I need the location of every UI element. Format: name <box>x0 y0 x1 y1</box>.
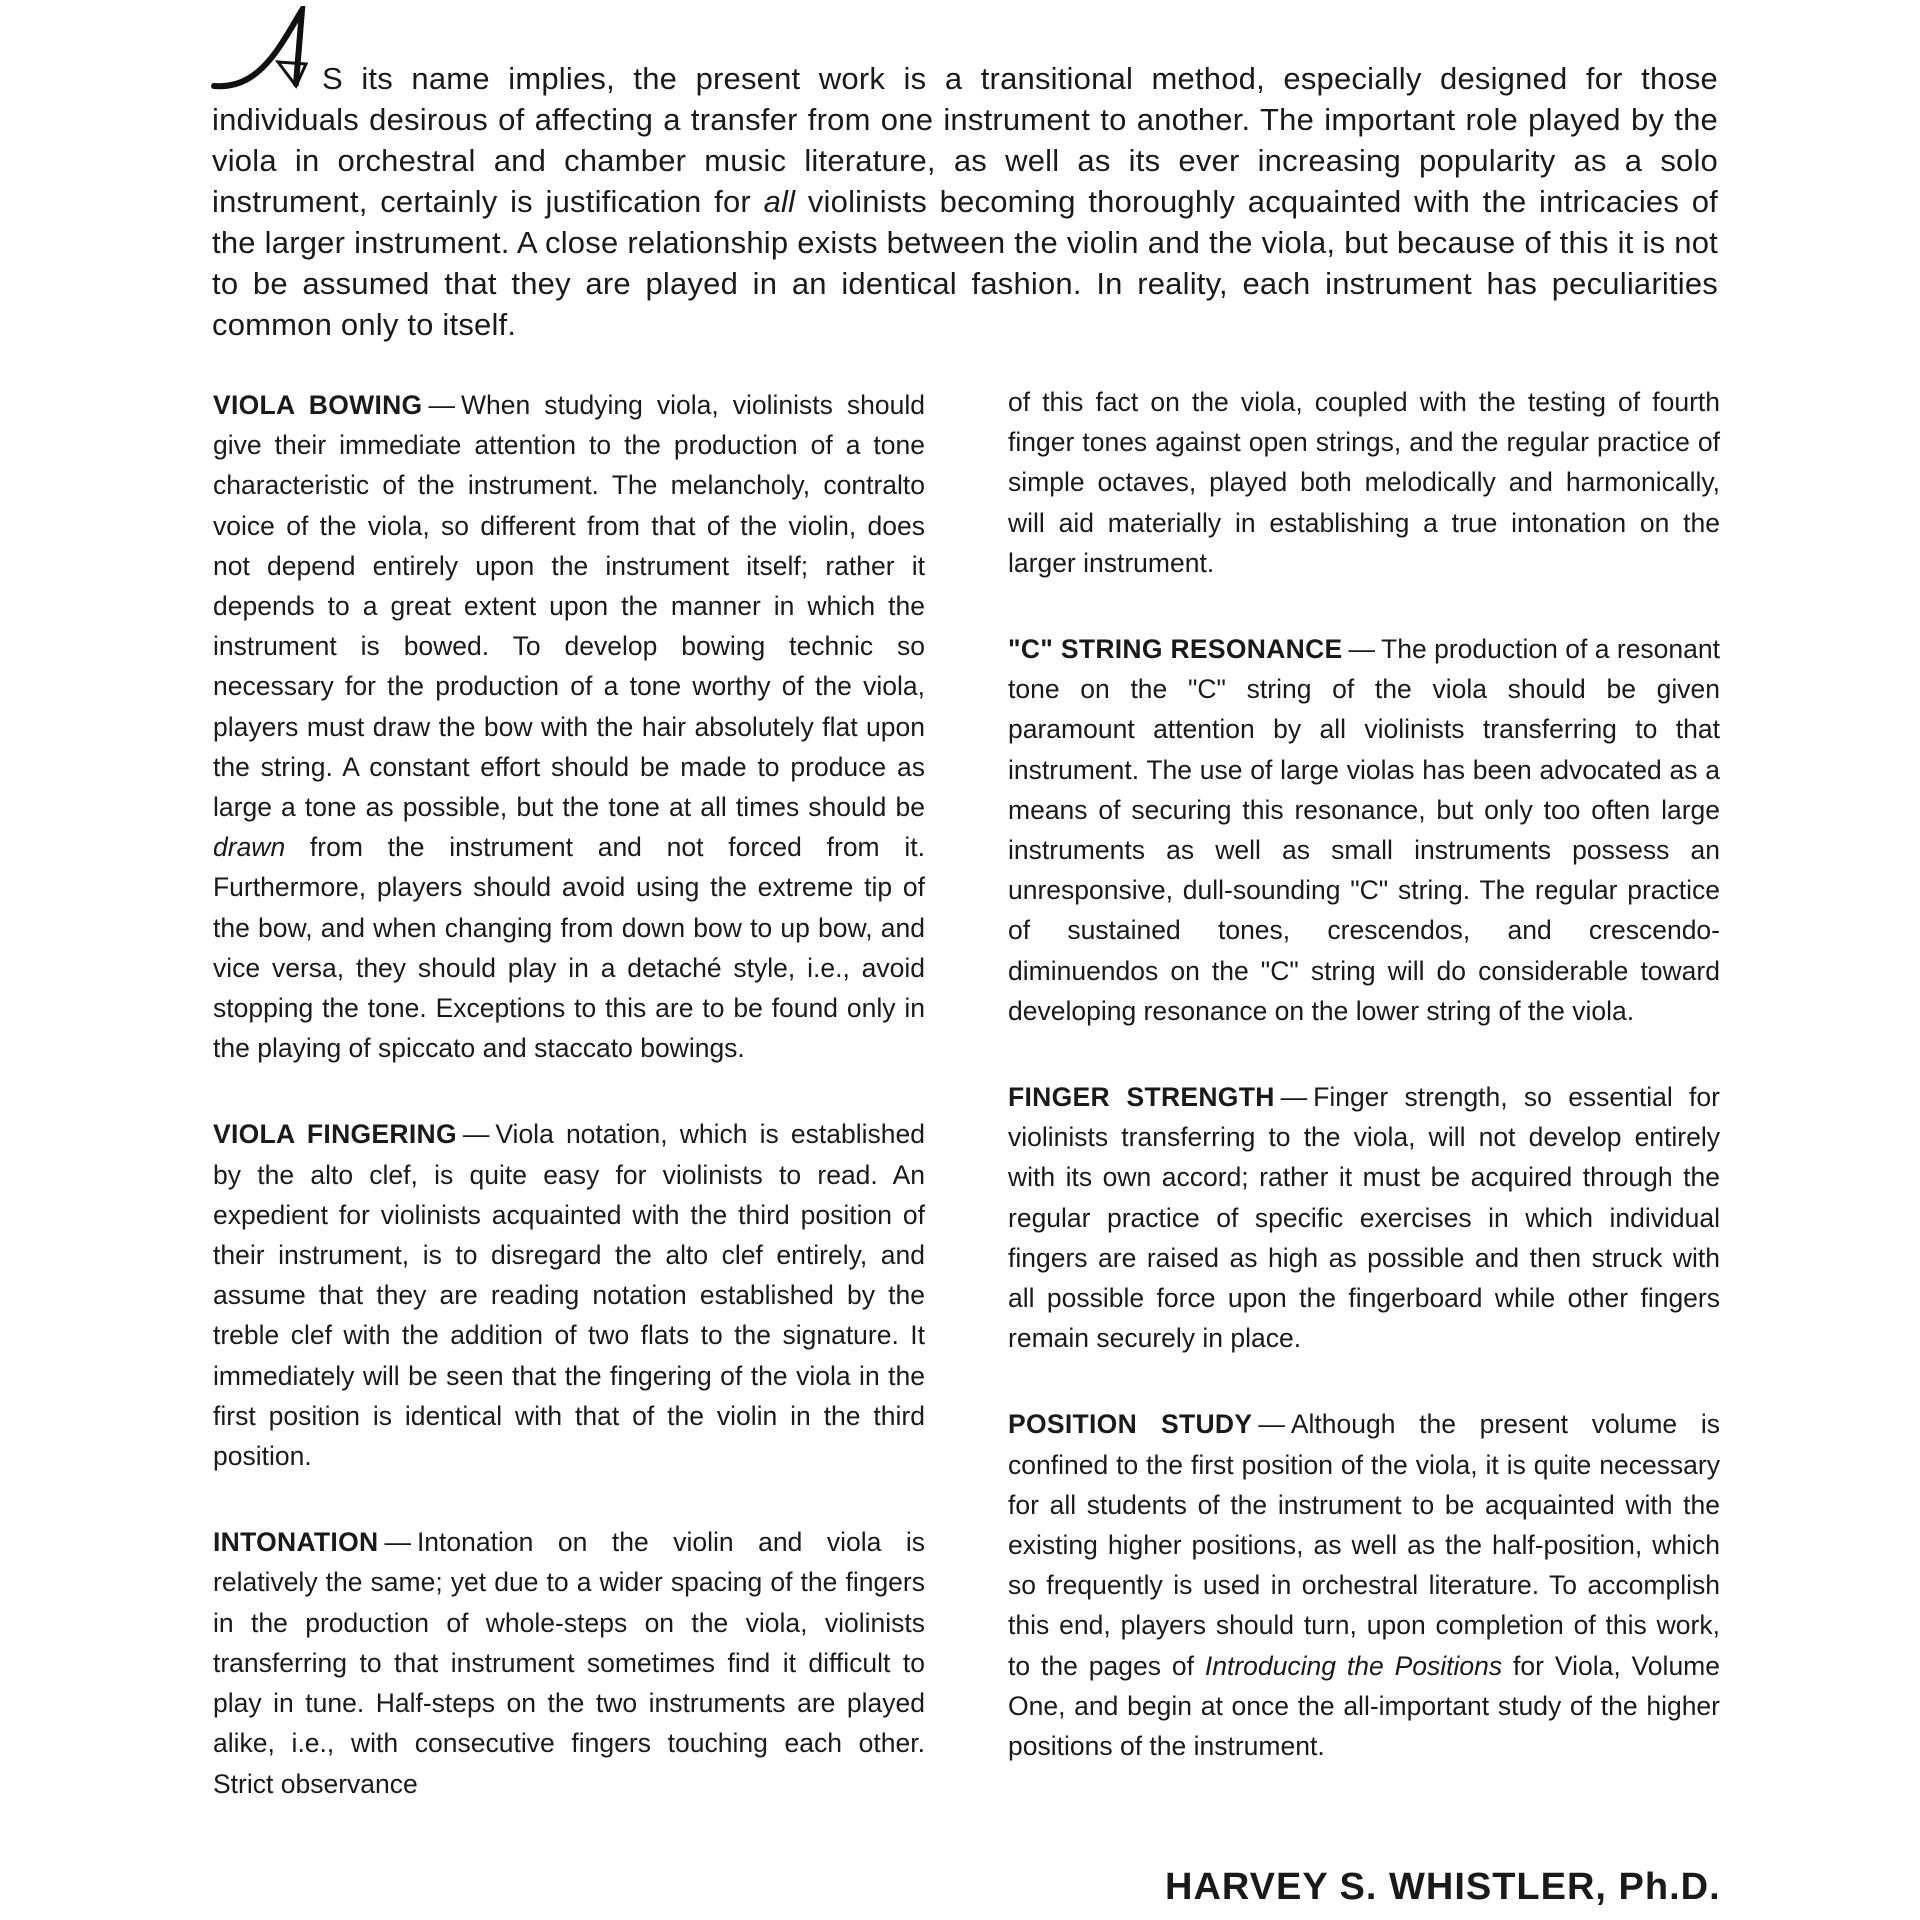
intro-text-rest: violinists becoming thoroughly acquainted with the intricacies of the larger instrument. A close relationship exists between the violin and the viola, but because of this it is not to be assumed that they are played in an identical fashion. In reality, each instrument has peculiarities common only to itself. <box>212 184 1718 342</box>
section-heading: POSITION STUDY <box>1008 1409 1253 1440</box>
intro-text-first: S its name implies, the present work is a transitional method, especially designed for those individuals desirous of affecting a transfer from one instrument to another. The important role played by the viola in orchestral and chamber music literature, as well as its ever increasing popularity as a solo instrument, certainly is justification for <box>212 61 1718 219</box>
right-column <box>1008 382 1720 1812</box>
section-heading: FINGER STRENGTH <box>1008 1082 1275 1113</box>
section-text: Viola notation, which is established by the alto clef, is quite easy for violinists to read. An expedient for violinists acquainted with the third position of their instrument, is to disregard the alto clef entirely, and assume that they are reading notation established by the treble clef with the addition of two flats to the signature. It immediately will be seen that the fingering of the viola in the first position is identical with that of the violin in the third position. <box>213 1119 925 1472</box>
em-dash: — <box>428 390 455 420</box>
intro-paragraph <box>212 58 1718 345</box>
section-text: When studying viola, violinists should give their immediate attention to the production of a tone characteristic of the instrument. The melancholy, contralto voice of the viola, so different from that of the violin, does not depend entirely upon the instrument itself; rather it depends to a great extent upon the manner in which the instrument is bowed. To develop bowing technic so necessary for the production of a tone worthy of the viola, players must draw the bow with the hair absolutely flat upon the string. A constant effort should be made to produce as large a tone as possible, but the tone at all times should be <box>213 390 925 823</box>
section-intonation-continued <box>1008 382 1720 583</box>
section-text: of this fact on the viola, coupled with the testing of fourth finger tones against open strings, and the regular practice of simple octaves, played both melodically and harmonically, will aid materially in establishing a true intonation on the larger instrument. <box>1008 387 1720 578</box>
section-text: from the instrument and not forced from it. Furthermore, players should avoid using the extreme tip of the bow, and when changing from down bow to up bow, and vice versa, they should play in a detaché style, i.e., avoid stopping the tone. Exceptions to this are to be found only in the playing of spiccato and staccato bowings. <box>213 832 925 1064</box>
section-text: Intonation on the violin and viola is relatively the same; yet due to a wider spacing of the fingers in the production of whole-steps on the viola, violinists transferring to that instrument sometimes find it difficult to play in tune. Half-steps on the two instruments are played alike, i.e., with consecutive fingers touching each other. Strict observance <box>213 1527 925 1799</box>
em-dash: — <box>1280 1082 1308 1113</box>
section-finger-strength <box>1008 1077 1720 1358</box>
em-dash: — <box>384 1527 411 1558</box>
left-column <box>213 385 925 1850</box>
section-viola-bowing <box>213 385 925 1068</box>
section-text: The production of a resonant tone on the "C" string of the viola should be given paramount attention by all violinists transferring to that instrument. The use of large violas has been advocated as a means of securing this resonance, but only too often large instruments as well as small instruments possess an unresponsive, dull-sounding "C" string. The regular practice of sustained tones, crescendos, and crescendo-diminuendos on the "C" string will do considerable toward developing resonance on the lower string of the viola. <box>1008 634 1720 1026</box>
italic-title: Introducing the Positions <box>1204 1650 1503 1681</box>
section-text: for Viola, Volume One, and begin at once the all-important study of the higher positions of the instrument. <box>1008 1650 1720 1762</box>
section-c-string-resonance <box>1008 629 1720 1031</box>
section-viola-fingering <box>213 1114 925 1476</box>
em-dash: — <box>1348 634 1376 665</box>
section-text: Although the present volume is confined to the first position of the viola, it is quite necessary for all students of the instrument to be acquainted with the existing higher positions, as well as the half-position, which so frequently is used in orchestral literature. To accomplish this end, players should turn, upon completion of this work, to the pages of <box>1008 1409 1720 1681</box>
em-dash: — <box>1258 1409 1285 1440</box>
section-text: Finger strength, so essential for violinists transferring to the viola, will not develop entirely with its own accord; rather it must be acquired through the regular practice of specific exercises in which individual fingers are raised as high as possible and then struck with all possible force upon the fingerboard while other fingers remain securely in place. <box>1008 1082 1720 1354</box>
intro-italic-word: all <box>763 184 796 219</box>
section-intonation <box>213 1522 925 1803</box>
author-signature: HARVEY S. WHISTLER, Ph.D. <box>1165 1866 1721 1908</box>
section-heading: VIOLA BOWING <box>213 390 423 420</box>
section-heading: "C" STRING RESONANCE <box>1008 634 1343 665</box>
section-heading: INTONATION <box>213 1527 379 1558</box>
section-heading: VIOLA FINGERING <box>213 1119 457 1150</box>
section-position-study <box>1008 1404 1720 1766</box>
italic-word: drawn <box>213 832 286 863</box>
em-dash: — <box>462 1119 490 1150</box>
